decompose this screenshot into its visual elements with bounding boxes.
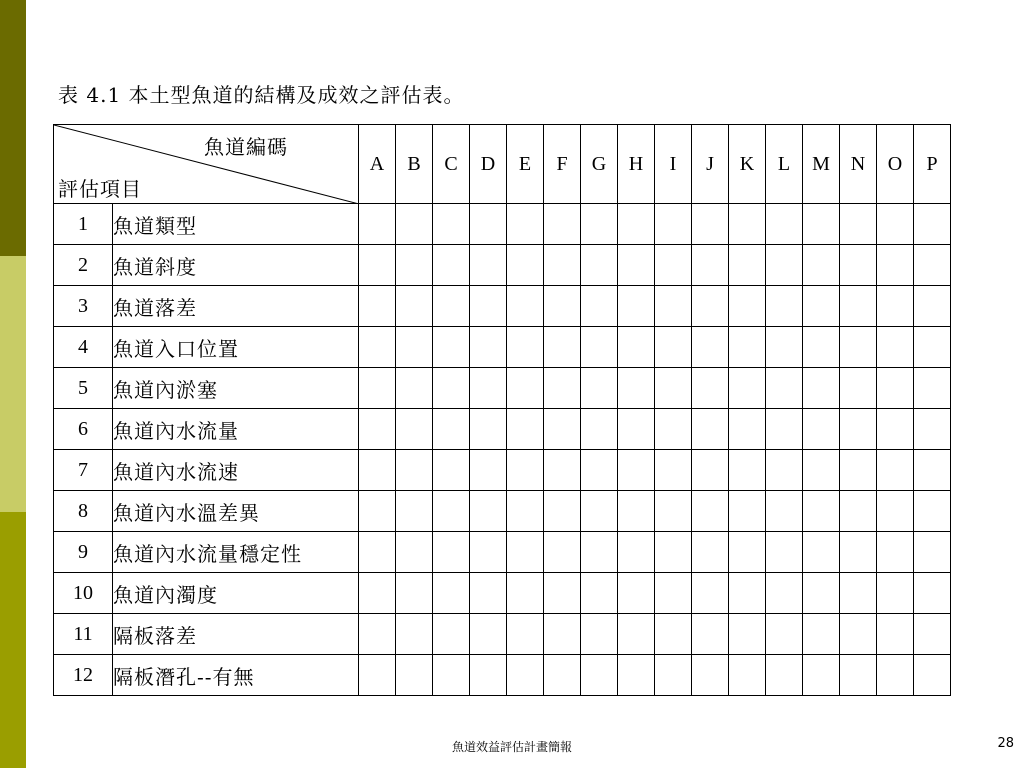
empty-cell <box>359 368 396 409</box>
empty-cell <box>655 573 692 614</box>
empty-cell <box>729 450 766 491</box>
table-row <box>54 204 951 245</box>
empty-cell <box>729 573 766 614</box>
empty-cell <box>359 327 396 368</box>
row-item-label: 魚道內水流量穩定性 <box>113 532 359 573</box>
decor-bar-middle <box>0 256 26 512</box>
row-number: 4 <box>54 327 113 368</box>
empty-cell <box>396 532 433 573</box>
empty-cell <box>803 573 840 614</box>
row-number: 9 <box>54 532 113 573</box>
empty-cell <box>914 573 951 614</box>
empty-cell <box>396 573 433 614</box>
empty-cell <box>618 409 655 450</box>
empty-cell <box>729 491 766 532</box>
empty-cell <box>396 368 433 409</box>
empty-cell <box>433 368 470 409</box>
empty-cell <box>544 286 581 327</box>
empty-cell <box>507 204 544 245</box>
empty-cell <box>877 245 914 286</box>
empty-cell <box>729 286 766 327</box>
empty-cell <box>877 409 914 450</box>
empty-cell <box>729 204 766 245</box>
empty-cell <box>433 532 470 573</box>
empty-cell <box>618 532 655 573</box>
empty-cell <box>581 327 618 368</box>
empty-cell <box>359 655 396 696</box>
header-corner-cell <box>54 125 359 204</box>
table-row <box>54 409 951 450</box>
empty-cell <box>359 245 396 286</box>
empty-cell <box>914 409 951 450</box>
table-row <box>54 368 951 409</box>
empty-cell <box>359 614 396 655</box>
table-row <box>54 491 951 532</box>
table-row <box>54 614 951 655</box>
empty-cell <box>840 286 877 327</box>
empty-cell <box>766 491 803 532</box>
row-item-label: 魚道內濁度 <box>113 573 359 614</box>
empty-cell <box>470 409 507 450</box>
empty-cell <box>470 614 507 655</box>
empty-cell <box>914 491 951 532</box>
empty-cell <box>803 245 840 286</box>
empty-cell <box>507 245 544 286</box>
empty-cell <box>396 286 433 327</box>
empty-cell <box>581 491 618 532</box>
empty-cell <box>507 286 544 327</box>
row-item-label: 魚道內水流量 <box>113 409 359 450</box>
row-number: 5 <box>54 368 113 409</box>
column-header: N <box>840 125 877 204</box>
column-header: G <box>581 125 618 204</box>
empty-cell <box>840 245 877 286</box>
empty-cell <box>655 614 692 655</box>
column-header: L <box>766 125 803 204</box>
empty-cell <box>581 532 618 573</box>
empty-cell <box>470 450 507 491</box>
empty-cell <box>877 286 914 327</box>
table-row <box>54 245 951 286</box>
column-header: P <box>914 125 951 204</box>
column-axis-label: 魚道編碼 <box>204 135 288 159</box>
empty-cell <box>655 368 692 409</box>
empty-cell <box>692 327 729 368</box>
column-header: F <box>544 125 581 204</box>
decor-bar-bottom <box>0 512 26 768</box>
empty-cell <box>729 655 766 696</box>
empty-cell <box>729 327 766 368</box>
empty-cell <box>396 655 433 696</box>
empty-cell <box>655 204 692 245</box>
empty-cell <box>359 286 396 327</box>
empty-cell <box>544 532 581 573</box>
column-header: C <box>433 125 470 204</box>
empty-cell <box>840 573 877 614</box>
row-item-label: 魚道類型 <box>113 204 359 245</box>
empty-cell <box>877 450 914 491</box>
empty-cell <box>840 368 877 409</box>
empty-cell <box>692 450 729 491</box>
empty-cell <box>914 614 951 655</box>
empty-cell <box>877 204 914 245</box>
empty-cell <box>618 655 655 696</box>
table-caption: 表 4.1 本土型魚道的結構及成效之評估表。 <box>58 83 465 107</box>
column-header: H <box>618 125 655 204</box>
empty-cell <box>581 409 618 450</box>
decor-bar-top <box>0 0 26 256</box>
empty-cell <box>766 655 803 696</box>
empty-cell <box>507 450 544 491</box>
empty-cell <box>618 573 655 614</box>
row-item-label: 魚道內水溫差異 <box>113 491 359 532</box>
empty-cell <box>766 286 803 327</box>
empty-cell <box>581 573 618 614</box>
page-number: 28 <box>997 736 1014 751</box>
empty-cell <box>396 245 433 286</box>
empty-cell <box>655 409 692 450</box>
empty-cell <box>618 204 655 245</box>
empty-cell <box>803 368 840 409</box>
table-row <box>54 532 951 573</box>
table-row <box>54 327 951 368</box>
empty-cell <box>618 450 655 491</box>
empty-cell <box>729 614 766 655</box>
empty-cell <box>507 573 544 614</box>
empty-cell <box>766 245 803 286</box>
empty-cell <box>692 409 729 450</box>
column-header: E <box>507 125 544 204</box>
empty-cell <box>803 409 840 450</box>
empty-cell <box>692 204 729 245</box>
empty-cell <box>618 614 655 655</box>
row-item-label: 隔板潛孔--有無 <box>113 655 359 696</box>
empty-cell <box>359 450 396 491</box>
empty-cell <box>359 204 396 245</box>
column-header: K <box>729 125 766 204</box>
empty-cell <box>470 573 507 614</box>
empty-cell <box>840 655 877 696</box>
table-row <box>54 655 951 696</box>
empty-cell <box>729 245 766 286</box>
empty-cell <box>729 532 766 573</box>
empty-cell <box>692 532 729 573</box>
empty-cell <box>433 286 470 327</box>
empty-cell <box>655 327 692 368</box>
empty-cell <box>470 245 507 286</box>
empty-cell <box>692 368 729 409</box>
empty-cell <box>655 286 692 327</box>
empty-cell <box>544 204 581 245</box>
empty-cell <box>433 204 470 245</box>
empty-cell <box>803 532 840 573</box>
empty-cell <box>914 655 951 696</box>
empty-cell <box>396 327 433 368</box>
empty-cell <box>581 204 618 245</box>
empty-cell <box>692 286 729 327</box>
column-header: M <box>803 125 840 204</box>
empty-cell <box>470 327 507 368</box>
empty-cell <box>359 491 396 532</box>
empty-cell <box>433 491 470 532</box>
empty-cell <box>544 327 581 368</box>
empty-cell <box>359 532 396 573</box>
column-header: B <box>396 125 433 204</box>
empty-cell <box>803 327 840 368</box>
empty-cell <box>766 450 803 491</box>
empty-cell <box>803 204 840 245</box>
table-row <box>54 286 951 327</box>
empty-cell <box>914 450 951 491</box>
empty-cell <box>692 573 729 614</box>
table-header-row <box>54 125 951 204</box>
empty-cell <box>470 204 507 245</box>
empty-cell <box>581 450 618 491</box>
empty-cell <box>581 368 618 409</box>
empty-cell <box>433 614 470 655</box>
empty-cell <box>618 245 655 286</box>
empty-cell <box>507 327 544 368</box>
empty-cell <box>544 368 581 409</box>
empty-cell <box>655 655 692 696</box>
empty-cell <box>507 409 544 450</box>
empty-cell <box>766 368 803 409</box>
empty-cell <box>396 450 433 491</box>
empty-cell <box>766 409 803 450</box>
empty-cell <box>877 491 914 532</box>
empty-cell <box>840 450 877 491</box>
empty-cell <box>877 368 914 409</box>
column-header: A <box>359 125 396 204</box>
empty-cell <box>840 614 877 655</box>
empty-cell <box>877 614 914 655</box>
empty-cell <box>803 286 840 327</box>
empty-cell <box>470 286 507 327</box>
row-item-label: 魚道內淤塞 <box>113 368 359 409</box>
evaluation-table <box>53 124 951 696</box>
empty-cell <box>766 204 803 245</box>
empty-cell <box>470 655 507 696</box>
row-number: 8 <box>54 491 113 532</box>
empty-cell <box>433 450 470 491</box>
empty-cell <box>470 368 507 409</box>
empty-cell <box>766 532 803 573</box>
table-row <box>54 573 951 614</box>
row-number: 3 <box>54 286 113 327</box>
empty-cell <box>914 532 951 573</box>
empty-cell <box>803 450 840 491</box>
empty-cell <box>803 655 840 696</box>
empty-cell <box>877 532 914 573</box>
empty-cell <box>914 286 951 327</box>
empty-cell <box>803 614 840 655</box>
empty-cell <box>618 491 655 532</box>
column-header: J <box>692 125 729 204</box>
row-number: 11 <box>54 614 113 655</box>
empty-cell <box>507 655 544 696</box>
empty-cell <box>840 532 877 573</box>
empty-cell <box>803 491 840 532</box>
empty-cell <box>692 614 729 655</box>
empty-cell <box>470 532 507 573</box>
empty-cell <box>544 409 581 450</box>
empty-cell <box>655 532 692 573</box>
empty-cell <box>433 245 470 286</box>
empty-cell <box>433 655 470 696</box>
row-item-label: 魚道內水流速 <box>113 450 359 491</box>
empty-cell <box>914 327 951 368</box>
row-number: 12 <box>54 655 113 696</box>
empty-cell <box>766 614 803 655</box>
empty-cell <box>507 614 544 655</box>
empty-cell <box>544 614 581 655</box>
row-item-label: 魚道斜度 <box>113 245 359 286</box>
empty-cell <box>655 450 692 491</box>
empty-cell <box>766 573 803 614</box>
empty-cell <box>433 327 470 368</box>
empty-cell <box>914 368 951 409</box>
row-number: 10 <box>54 573 113 614</box>
empty-cell <box>766 327 803 368</box>
empty-cell <box>655 245 692 286</box>
footer-title: 魚道效益評估計畫簡報 <box>451 740 572 754</box>
empty-cell <box>840 204 877 245</box>
empty-cell <box>433 409 470 450</box>
empty-cell <box>507 532 544 573</box>
empty-cell <box>396 409 433 450</box>
empty-cell <box>544 491 581 532</box>
empty-cell <box>840 327 877 368</box>
empty-cell <box>507 491 544 532</box>
empty-cell <box>470 491 507 532</box>
row-number: 7 <box>54 450 113 491</box>
empty-cell <box>618 327 655 368</box>
column-header: I <box>655 125 692 204</box>
empty-cell <box>729 409 766 450</box>
empty-cell <box>618 368 655 409</box>
empty-cell <box>544 245 581 286</box>
row-number: 6 <box>54 409 113 450</box>
empty-cell <box>914 204 951 245</box>
empty-cell <box>544 573 581 614</box>
empty-cell <box>396 491 433 532</box>
empty-cell <box>877 573 914 614</box>
empty-cell <box>581 245 618 286</box>
empty-cell <box>581 655 618 696</box>
empty-cell <box>359 573 396 614</box>
empty-cell <box>433 573 470 614</box>
empty-cell <box>692 245 729 286</box>
empty-cell <box>544 655 581 696</box>
empty-cell <box>840 409 877 450</box>
row-number: 1 <box>54 204 113 245</box>
empty-cell <box>655 491 692 532</box>
empty-cell <box>581 286 618 327</box>
row-item-label: 隔板落差 <box>113 614 359 655</box>
empty-cell <box>840 491 877 532</box>
empty-cell <box>359 409 396 450</box>
empty-cell <box>507 368 544 409</box>
column-header: O <box>877 125 914 204</box>
empty-cell <box>914 245 951 286</box>
row-item-label: 魚道落差 <box>113 286 359 327</box>
empty-cell <box>396 614 433 655</box>
row-axis-label: 評估項目 <box>58 177 142 201</box>
empty-cell <box>581 614 618 655</box>
empty-cell <box>692 655 729 696</box>
row-number: 2 <box>54 245 113 286</box>
empty-cell <box>544 450 581 491</box>
empty-cell <box>729 368 766 409</box>
table-row <box>54 450 951 491</box>
row-item-label: 魚道入口位置 <box>113 327 359 368</box>
empty-cell <box>877 655 914 696</box>
empty-cell <box>618 286 655 327</box>
empty-cell <box>877 327 914 368</box>
empty-cell <box>692 491 729 532</box>
empty-cell <box>396 204 433 245</box>
column-header: D <box>470 125 507 204</box>
